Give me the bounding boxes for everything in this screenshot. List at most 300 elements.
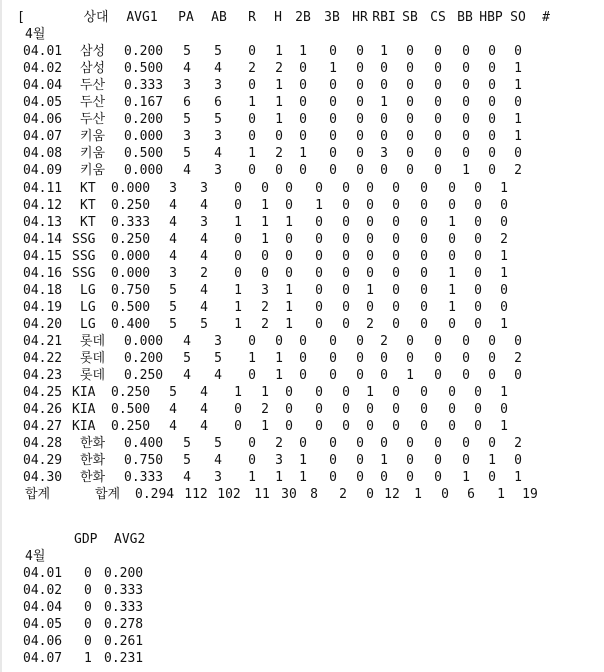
total-stat: 2 bbox=[339, 487, 347, 503]
avg1-cell: 0.250 bbox=[124, 368, 164, 384]
opponent-cell: 두산 bbox=[80, 112, 106, 128]
stat-cell: 1 bbox=[275, 351, 283, 366]
avg1-cell: 0.167 bbox=[124, 95, 164, 111]
stat-cell: 0 bbox=[356, 78, 364, 94]
stat-cell: 0 bbox=[366, 402, 374, 418]
header-avg2: AVG2 bbox=[114, 532, 146, 547]
stat-cell: 0 bbox=[380, 163, 388, 179]
stat-cell: 4 bbox=[214, 453, 222, 469]
stat-cell: 0 bbox=[488, 470, 496, 486]
stat-cell: 4 bbox=[214, 61, 222, 77]
opponent-cell: KT bbox=[80, 214, 96, 230]
stat-cell: 0 bbox=[488, 78, 496, 94]
stat-cell: 0 bbox=[488, 44, 496, 60]
avg1-cell: 0.750 bbox=[111, 282, 151, 298]
stat-cell: 0 bbox=[285, 265, 293, 281]
stat-cell: 3 bbox=[380, 146, 388, 162]
stat-cell: 4 bbox=[169, 197, 177, 213]
stat-cell: 0 bbox=[392, 197, 400, 213]
stat-cell: 0 bbox=[474, 265, 482, 281]
stat-cell: 5 bbox=[214, 351, 222, 366]
stat-cell: 1 bbox=[380, 95, 388, 111]
stat-cell: 2 bbox=[248, 61, 256, 77]
stat-cell: 0 bbox=[234, 180, 242, 196]
stat-cell: 4 bbox=[200, 231, 208, 247]
date-cell: 04.04 bbox=[23, 78, 63, 94]
stat-cell: 5 bbox=[183, 453, 191, 469]
stat-cell: 0 bbox=[474, 316, 482, 332]
stat-cell: 0 bbox=[380, 436, 388, 452]
stat-cell: 0 bbox=[329, 146, 337, 162]
stat-cell: 3 bbox=[200, 180, 208, 196]
stat-cell: 0 bbox=[315, 402, 323, 418]
stat-cell: 0 bbox=[299, 95, 307, 111]
date-cell: 04.19 bbox=[23, 299, 63, 315]
stat-cell: 1 bbox=[234, 299, 242, 315]
stat-cell: 0 bbox=[380, 470, 388, 486]
stat-cell: 0 bbox=[342, 214, 350, 230]
date-cell: 04.21 bbox=[23, 333, 63, 349]
avg2-cell: 0.278 bbox=[104, 617, 144, 633]
stat-cell: 0 bbox=[248, 333, 256, 349]
total-avg1: 0.294 bbox=[135, 487, 175, 503]
stat-cell: 1 bbox=[488, 453, 496, 469]
stat-cell: 1 bbox=[248, 351, 256, 366]
stat-cell: 0 bbox=[392, 316, 400, 332]
stat-cell: 0 bbox=[275, 333, 283, 349]
stat-cell: 0 bbox=[342, 316, 350, 332]
stat-cell: 2 bbox=[500, 231, 508, 247]
stat-cell: 0 bbox=[434, 163, 442, 179]
stat-cell: 5 bbox=[169, 282, 177, 298]
gdp-cell: 0 bbox=[84, 583, 92, 599]
stat-cell: 0 bbox=[380, 61, 388, 77]
stat-cell: 0 bbox=[299, 129, 307, 145]
stat-cell: 1 bbox=[275, 112, 283, 128]
stat-cell: 0 bbox=[366, 265, 374, 281]
stat-cell: 0 bbox=[500, 197, 508, 213]
stat-cell: 0 bbox=[329, 95, 337, 111]
stat-cell: 0 bbox=[234, 265, 242, 281]
stat-cell: 0 bbox=[434, 146, 442, 162]
stat-cell: 0 bbox=[299, 78, 307, 94]
stat-cell: 1 bbox=[299, 453, 307, 469]
stat-cell: 1 bbox=[500, 265, 508, 281]
stat-cell: 0 bbox=[420, 265, 428, 281]
stat-cell: 1 bbox=[514, 129, 522, 145]
stat-cell: 0 bbox=[406, 95, 414, 111]
stat-cell: 0 bbox=[420, 231, 428, 247]
stat-cell: 0 bbox=[299, 333, 307, 349]
avg1-cell: 0.250 bbox=[111, 197, 151, 213]
date-cell: 04.26 bbox=[23, 402, 63, 418]
date-cell: 04.30 bbox=[23, 470, 63, 486]
stat-cell: 1 bbox=[285, 316, 293, 332]
stat-cell: 2 bbox=[514, 436, 522, 452]
stat-cell: 0 bbox=[234, 231, 242, 247]
stat-cell: 0 bbox=[406, 44, 414, 60]
opponent-cell: KIA bbox=[72, 385, 96, 401]
header-3b: 3B bbox=[324, 10, 340, 25]
avg1-cell: 0.333 bbox=[124, 470, 164, 486]
stat-cell: 0 bbox=[342, 385, 350, 401]
stat-cell: 0 bbox=[448, 385, 456, 401]
date-cell: 04.13 bbox=[23, 214, 63, 230]
stat-cell: 0 bbox=[392, 180, 400, 196]
stat-cell: 5 bbox=[169, 385, 177, 401]
stat-cell: 0 bbox=[275, 129, 283, 145]
stat-cell: 0 bbox=[406, 61, 414, 77]
stat-cell: 0 bbox=[234, 197, 242, 213]
total-stat: 12 bbox=[384, 487, 400, 503]
stat-cell: 0 bbox=[392, 231, 400, 247]
stat-cell: 0 bbox=[342, 248, 350, 264]
avg1-cell: 0.200 bbox=[124, 44, 164, 60]
date-cell: 04.29 bbox=[23, 453, 63, 469]
stat-cell: 0 bbox=[434, 44, 442, 60]
stat-cell: 3 bbox=[169, 180, 177, 196]
stat-cell: 0 bbox=[488, 112, 496, 128]
stat-cell: 0 bbox=[462, 333, 470, 349]
stat-cell: 1 bbox=[248, 146, 256, 162]
total-opponent: 합계 bbox=[95, 487, 121, 503]
stat-cell: 3 bbox=[183, 129, 191, 145]
header-cs: CS bbox=[430, 10, 446, 25]
avg1-cell: 0.400 bbox=[111, 316, 151, 332]
stat-cell: 0 bbox=[261, 265, 269, 281]
opponent-cell: KT bbox=[80, 197, 96, 213]
stat-cell: 1 bbox=[261, 231, 269, 247]
stat-cell: 4 bbox=[200, 197, 208, 213]
stat-cell: 2 bbox=[200, 265, 208, 281]
gdp-cell: 0 bbox=[84, 617, 92, 633]
stat-cell: 4 bbox=[183, 163, 191, 179]
stat-cell: 4 bbox=[183, 470, 191, 486]
opponent-cell: 두산 bbox=[80, 95, 106, 111]
stat-cell: 4 bbox=[200, 282, 208, 298]
stat-cell: 0 bbox=[474, 419, 482, 435]
stat-cell: 0 bbox=[285, 180, 293, 196]
stat-cell: 0 bbox=[406, 78, 414, 94]
stat-cell: 0 bbox=[434, 112, 442, 128]
stat-cell: 0 bbox=[356, 112, 364, 128]
stat-cell: 1 bbox=[275, 78, 283, 94]
avg1-cell: 0.750 bbox=[124, 453, 164, 469]
stat-cell: 4 bbox=[200, 402, 208, 418]
date-cell: 04.06 bbox=[23, 634, 63, 650]
stat-cell: 2 bbox=[261, 402, 269, 418]
stat-cell: 0 bbox=[285, 419, 293, 435]
stat-cell: 0 bbox=[356, 129, 364, 145]
stat-cell: 0 bbox=[462, 61, 470, 77]
stat-cell: 1 bbox=[500, 385, 508, 401]
stat-cell: 1 bbox=[275, 368, 283, 384]
stat-cell: 0 bbox=[420, 402, 428, 418]
stat-cell: 1 bbox=[500, 248, 508, 264]
stat-cell: 0 bbox=[448, 316, 456, 332]
stat-cell: 0 bbox=[406, 163, 414, 179]
stat-cell: 0 bbox=[356, 453, 364, 469]
stat-cell: 0 bbox=[329, 436, 337, 452]
stat-cell: 0 bbox=[474, 299, 482, 315]
avg1-cell: 0.500 bbox=[111, 299, 151, 315]
stat-cell: 0 bbox=[329, 44, 337, 60]
stat-cell: 1 bbox=[299, 470, 307, 486]
stat-cell: 1 bbox=[275, 470, 283, 486]
avg1-cell: 0.000 bbox=[124, 163, 164, 179]
stat-cell: 0 bbox=[234, 419, 242, 435]
stat-cell: 0 bbox=[329, 351, 337, 366]
stat-cell: 0 bbox=[234, 248, 242, 264]
stat-cell: 0 bbox=[380, 78, 388, 94]
stat-cell: 0 bbox=[356, 95, 364, 111]
stat-cell: 0 bbox=[342, 282, 350, 298]
date-cell: 04.20 bbox=[23, 316, 63, 332]
opponent-cell: KIA bbox=[72, 402, 96, 418]
stat-cell: 5 bbox=[183, 351, 191, 366]
opponent-cell: 키움 bbox=[80, 163, 106, 179]
stat-cell: 0 bbox=[488, 95, 496, 111]
stat-cell: 0 bbox=[299, 163, 307, 179]
avg2-cell: 0.200 bbox=[104, 566, 144, 582]
stat-cell: 2 bbox=[380, 333, 388, 349]
stat-cell: 4 bbox=[214, 368, 222, 384]
avg1-cell: 0.500 bbox=[124, 61, 164, 77]
panel-left-edge bbox=[0, 0, 2, 672]
stat-cell: 0 bbox=[488, 368, 496, 384]
stat-cell: 0 bbox=[462, 95, 470, 111]
stat-cell: 3 bbox=[169, 265, 177, 281]
stat-cell: 0 bbox=[342, 419, 350, 435]
opponent-cell: KIA bbox=[72, 419, 96, 435]
stat-cell: 0 bbox=[500, 299, 508, 315]
stat-cell: 0 bbox=[406, 453, 414, 469]
avg1-cell: 0.000 bbox=[124, 333, 164, 349]
stat-cell: 1 bbox=[500, 316, 508, 332]
stat-cell: 0 bbox=[356, 163, 364, 179]
stat-cell: 0 bbox=[434, 368, 442, 384]
stat-cell: 0 bbox=[406, 470, 414, 486]
avg2-cell: 0.231 bbox=[104, 651, 144, 667]
header-bb: BB bbox=[457, 10, 473, 25]
date-cell: 04.27 bbox=[23, 419, 63, 435]
stat-cell: 5 bbox=[183, 146, 191, 162]
stat-cell: 0 bbox=[462, 78, 470, 94]
stat-cell: 0 bbox=[392, 248, 400, 264]
stat-cell: 2 bbox=[275, 146, 283, 162]
stat-cell: 0 bbox=[315, 385, 323, 401]
stat-cell: 1 bbox=[234, 214, 242, 230]
stat-cell: 1 bbox=[234, 385, 242, 401]
header-상대: 상대 bbox=[83, 10, 109, 25]
stat-cell: 0 bbox=[329, 368, 337, 384]
date-cell: 04.12 bbox=[23, 197, 63, 213]
stat-cell: 0 bbox=[474, 214, 482, 230]
stat-cell: 2 bbox=[275, 436, 283, 452]
gdp-cell: 0 bbox=[84, 566, 92, 582]
opponent-cell: 한화 bbox=[80, 436, 106, 452]
avg1-cell: 0.000 bbox=[124, 129, 164, 145]
stat-cell: 0 bbox=[275, 163, 283, 179]
date-cell: 04.08 bbox=[23, 146, 63, 162]
stat-cell: 0 bbox=[420, 248, 428, 264]
stat-cell: 0 bbox=[329, 78, 337, 94]
stat-cell: 0 bbox=[299, 436, 307, 452]
stat-cell: 1 bbox=[299, 44, 307, 60]
avg1-cell: 0.200 bbox=[124, 351, 164, 366]
stat-cell: 0 bbox=[356, 368, 364, 384]
gdp-cell: 1 bbox=[84, 651, 92, 667]
stat-cell: 3 bbox=[214, 333, 222, 349]
stat-cell: 1 bbox=[248, 470, 256, 486]
stat-cell: 0 bbox=[356, 333, 364, 349]
stat-cell: 1 bbox=[448, 299, 456, 315]
stat-cell: 0 bbox=[366, 299, 374, 315]
stat-cell: 0 bbox=[356, 146, 364, 162]
stat-cell: 0 bbox=[342, 265, 350, 281]
stat-cell: 2 bbox=[275, 61, 283, 77]
stat-cell: 4 bbox=[169, 402, 177, 418]
stat-cell: 0 bbox=[392, 419, 400, 435]
stat-cell: 0 bbox=[248, 453, 256, 469]
opponent-cell: SSG bbox=[72, 231, 96, 247]
stat-cell: 1 bbox=[380, 44, 388, 60]
stat-cell: 0 bbox=[488, 351, 496, 366]
stat-cell: 0 bbox=[406, 129, 414, 145]
stat-cell: 1 bbox=[500, 419, 508, 435]
date-cell: 04.25 bbox=[23, 385, 63, 401]
stat-cell: 0 bbox=[434, 333, 442, 349]
stat-cell: 0 bbox=[315, 180, 323, 196]
stat-cell: 0 bbox=[514, 146, 522, 162]
stat-cell: 0 bbox=[434, 78, 442, 94]
stat-cell: 3 bbox=[261, 282, 269, 298]
opponent-cell: 삼성 bbox=[80, 61, 106, 77]
avg1-cell: 0.200 bbox=[124, 112, 164, 128]
stat-cell: 2 bbox=[514, 163, 522, 179]
stat-cell: 0 bbox=[420, 419, 428, 435]
header-rbi: RBI bbox=[372, 10, 396, 25]
stat-cell: 0 bbox=[488, 163, 496, 179]
stat-cell: 0 bbox=[448, 231, 456, 247]
gdp-cell: 0 bbox=[84, 634, 92, 650]
stat-cell: 0 bbox=[420, 316, 428, 332]
stat-cell: 0 bbox=[315, 265, 323, 281]
stat-cell: 5 bbox=[183, 44, 191, 60]
stat-cell: 0 bbox=[514, 453, 522, 469]
stat-cell: 1 bbox=[234, 316, 242, 332]
stat-cell: 0 bbox=[514, 368, 522, 384]
stat-cell: 0 bbox=[420, 197, 428, 213]
total-stat: 8 bbox=[310, 487, 318, 503]
avg1-cell: 0.500 bbox=[111, 402, 151, 418]
stat-cell: 0 bbox=[248, 368, 256, 384]
stat-cell: 4 bbox=[183, 368, 191, 384]
stat-cell: 0 bbox=[342, 299, 350, 315]
stat-cell: 0 bbox=[500, 402, 508, 418]
stat-cell: 5 bbox=[183, 112, 191, 128]
opponent-cell: SSG bbox=[72, 248, 96, 264]
opponent-cell: 키움 bbox=[80, 129, 106, 145]
stat-cell: 4 bbox=[200, 385, 208, 401]
stat-cell: 0 bbox=[366, 214, 374, 230]
avg1-cell: 0.000 bbox=[111, 248, 151, 264]
stat-cell: 0 bbox=[434, 129, 442, 145]
avg2-cell: 0.333 bbox=[104, 600, 144, 616]
stat-cell: 0 bbox=[420, 299, 428, 315]
header-sb: SB bbox=[402, 10, 418, 25]
stat-cell: 0 bbox=[488, 146, 496, 162]
opponent-cell: 롯데 bbox=[80, 333, 106, 349]
stat-cell: 0 bbox=[474, 197, 482, 213]
stat-cell: 0 bbox=[248, 163, 256, 179]
stat-cell: 1 bbox=[514, 78, 522, 94]
stat-cell: 0 bbox=[448, 419, 456, 435]
stat-cell: 1 bbox=[514, 470, 522, 486]
date-cell: 04.23 bbox=[23, 368, 63, 384]
header-#: # bbox=[542, 10, 550, 25]
stat-cell: 1 bbox=[285, 299, 293, 315]
stat-cell: 0 bbox=[434, 351, 442, 366]
stat-cell: 0 bbox=[474, 402, 482, 418]
stat-cell: 0 bbox=[248, 112, 256, 128]
avg1-cell: 0.333 bbox=[124, 78, 164, 94]
stat-cell: 1 bbox=[380, 453, 388, 469]
stat-cell: 0 bbox=[406, 333, 414, 349]
stat-cell: 0 bbox=[462, 146, 470, 162]
stat-cell: 4 bbox=[183, 61, 191, 77]
stat-cell: 3 bbox=[275, 453, 283, 469]
stat-cell: 1 bbox=[448, 265, 456, 281]
stat-cell: 0 bbox=[234, 402, 242, 418]
stat-cell: 0 bbox=[315, 299, 323, 315]
avg1-cell: 0.250 bbox=[111, 419, 151, 435]
stat-cell: 0 bbox=[406, 351, 414, 366]
stat-cell: 5 bbox=[214, 44, 222, 60]
stat-cell: 1 bbox=[462, 163, 470, 179]
date-cell: 04.04 bbox=[23, 600, 63, 616]
stat-cell: 0 bbox=[474, 180, 482, 196]
stat-cell: 1 bbox=[299, 146, 307, 162]
avg1-cell: 0.250 bbox=[111, 385, 151, 401]
stat-cell: 0 bbox=[342, 197, 350, 213]
date-cell: 04.02 bbox=[23, 583, 63, 599]
stat-cell: 3 bbox=[214, 78, 222, 94]
total-stat: 6 bbox=[467, 487, 475, 503]
header-so: SO bbox=[510, 10, 526, 25]
stat-cell: 0 bbox=[434, 95, 442, 111]
stat-cell: 4 bbox=[169, 231, 177, 247]
stat-cell: 2 bbox=[514, 351, 522, 366]
stat-cell: 0 bbox=[420, 214, 428, 230]
stat-cell: 0 bbox=[462, 453, 470, 469]
stat-cell: 0 bbox=[366, 248, 374, 264]
stat-cell: 1 bbox=[315, 197, 323, 213]
date-cell: 04.11 bbox=[23, 180, 63, 196]
stat-cell: 0 bbox=[392, 214, 400, 230]
avg1-cell: 0.333 bbox=[111, 214, 151, 230]
stat-cell: 0 bbox=[474, 231, 482, 247]
total-stat: 0 bbox=[441, 487, 449, 503]
header-avg1: AVG1 bbox=[126, 10, 158, 25]
stat-cell: 1 bbox=[448, 282, 456, 298]
stat-cell: 1 bbox=[261, 385, 269, 401]
stat-cell: 0 bbox=[315, 316, 323, 332]
stat-cell: 1 bbox=[234, 282, 242, 298]
stat-cell: 0 bbox=[392, 299, 400, 315]
stat-cell: 5 bbox=[200, 316, 208, 332]
header-pa: PA bbox=[178, 10, 194, 25]
